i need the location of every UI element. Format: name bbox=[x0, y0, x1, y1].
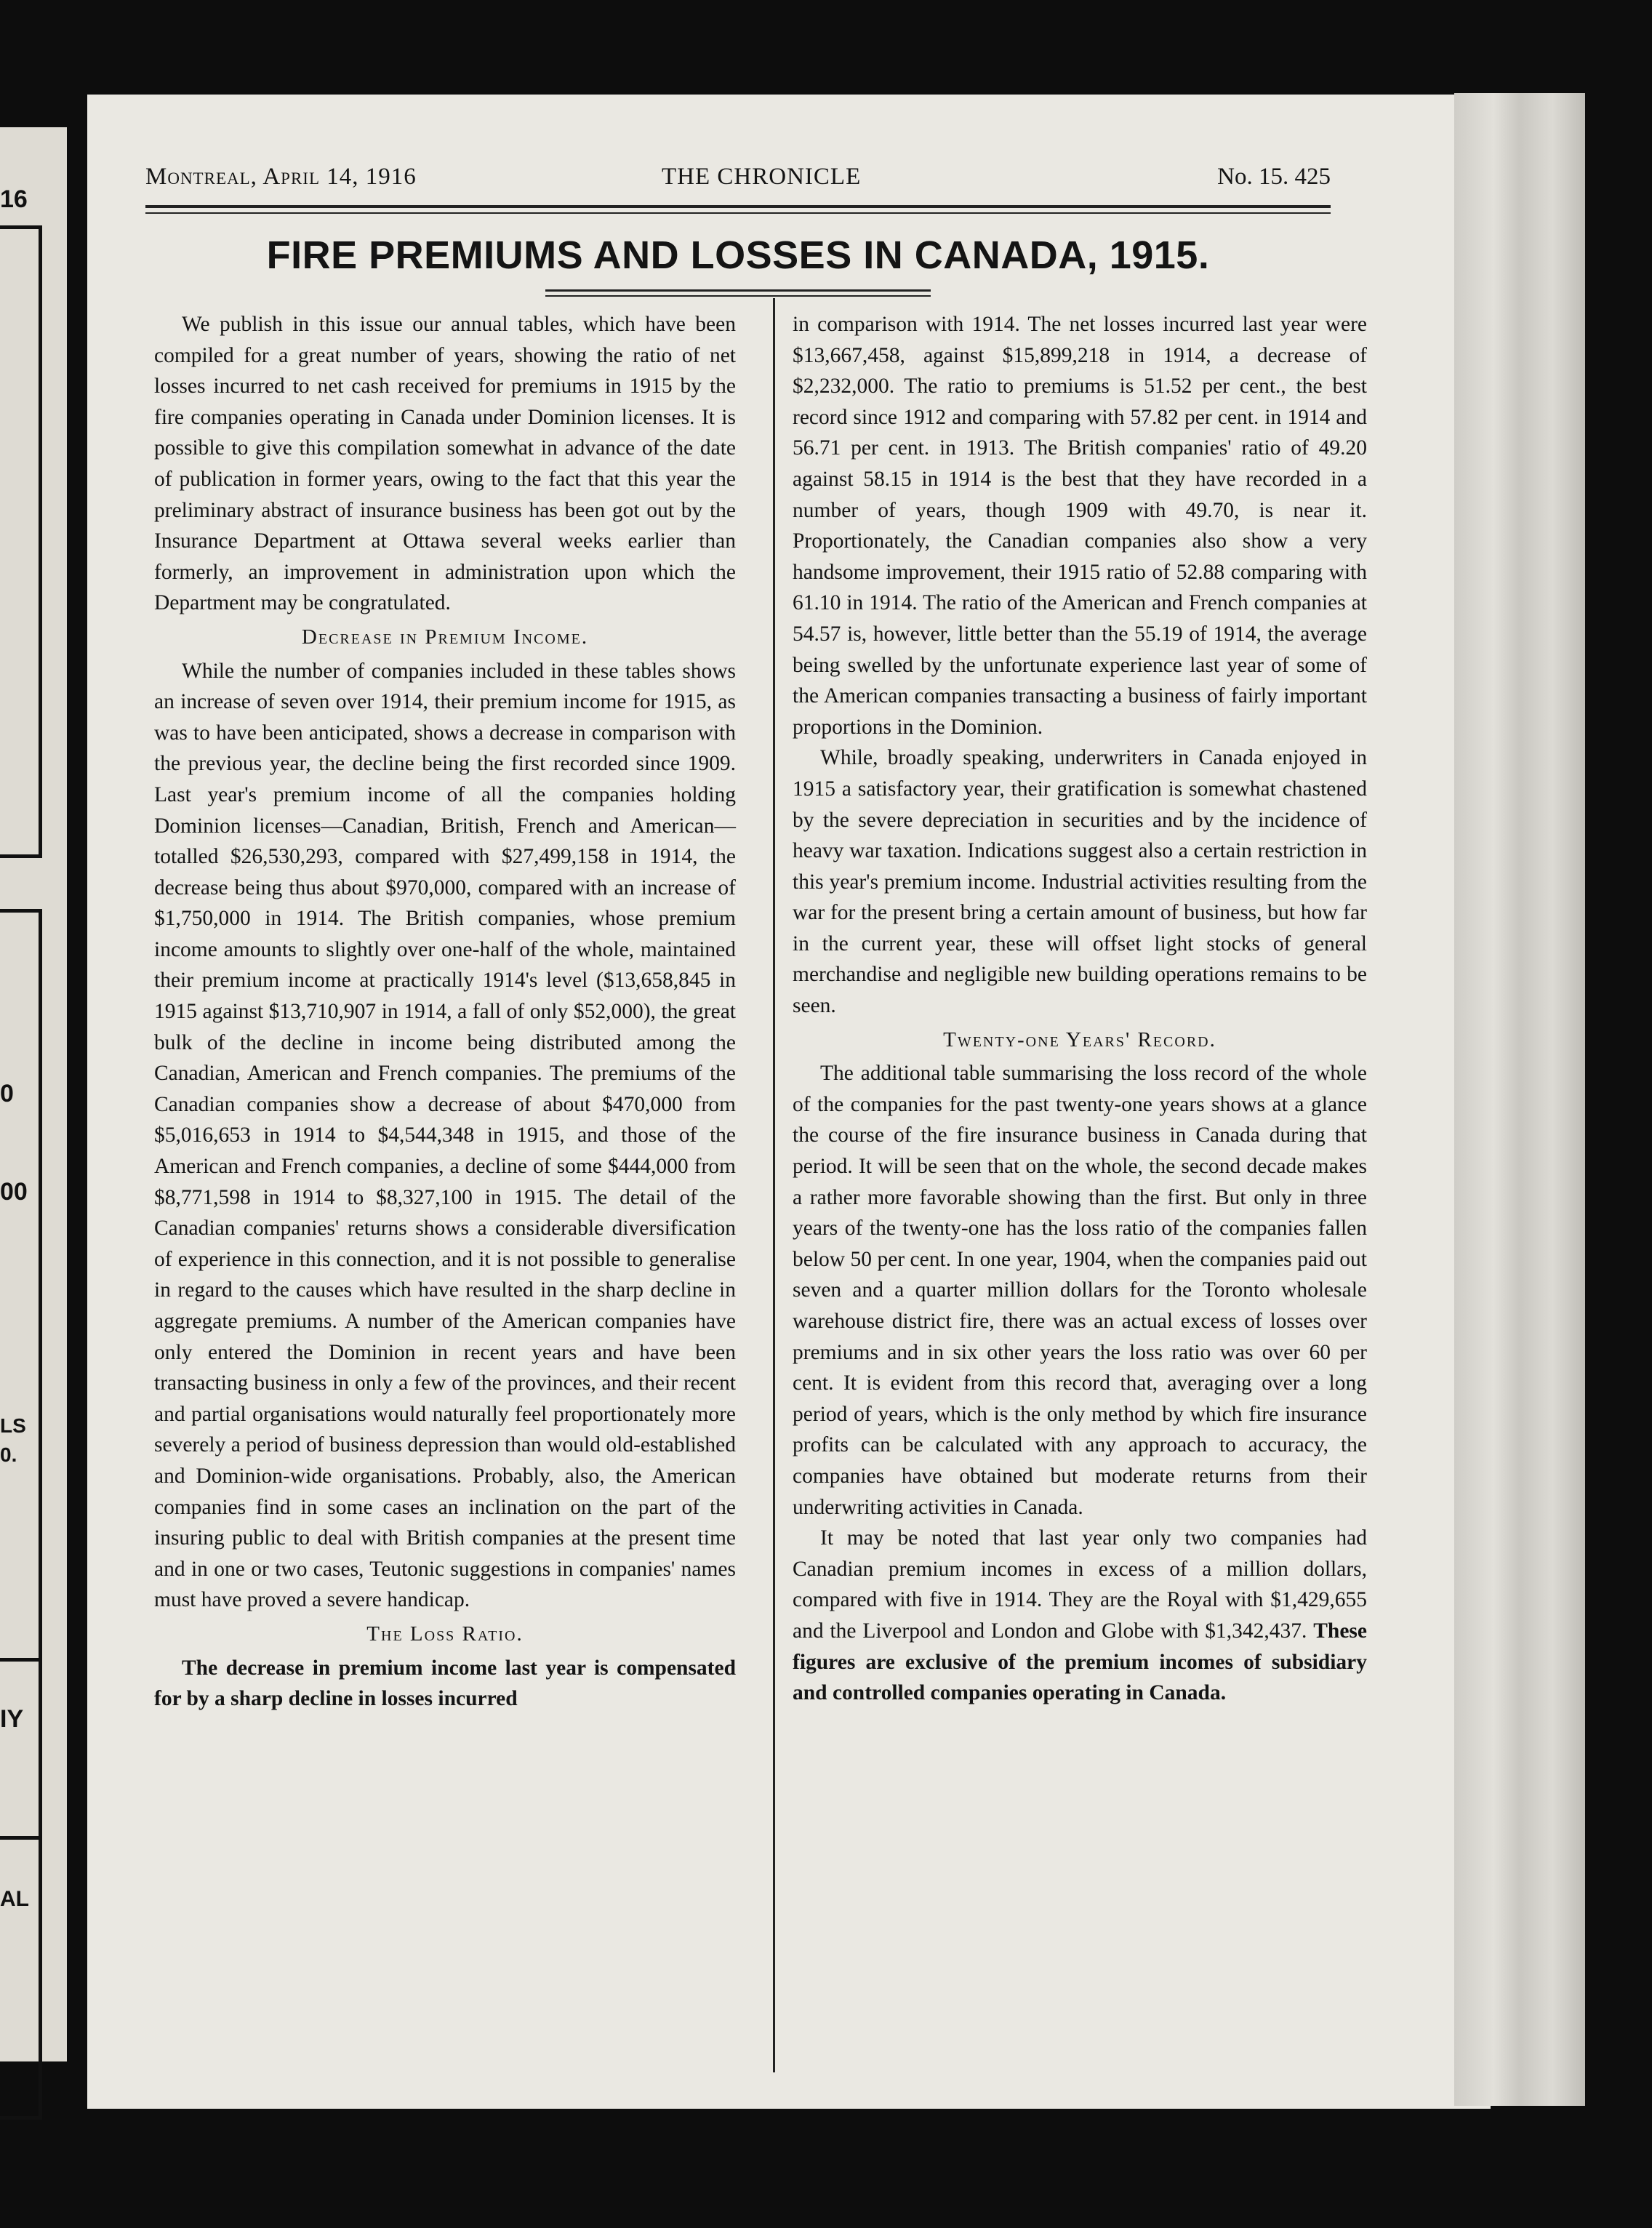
loss-ratio-lead-paragraph: The decrease in premium income last year is compensated for by a sharp decline in losses incurred bbox=[154, 1656, 736, 1711]
running-head-date: Montreal, April 14, 1916 bbox=[145, 164, 417, 190]
page-edge-stack bbox=[1454, 93, 1585, 2106]
premium-income-paragraph: While the number of companies included in these tables shows an increase of seven over 1914, their premium income for 1915, as was to have been anticipated, shows a decrease in comparison with the previous year, the decline being the first recorded since 1909. Last year's premium income of all the companies holding Dominion licenses—Canadian, British, French and American—totalled $26,530,293, compared with $27,499,158 in 1914, the decrease being thus about $970,000, compared with an increase of $1,750,000 in 1914. The British companies, whose premium income amounts to slightly over one-half of the whole, maintained their premium income at practically 1914's level ($13,658,845 in 1915 against $13,710,907 in 1914, a fall of only $52,000), the great bulk of the decline in income being distributed among the Canadian, American and French companies. The premiums of the Canadian companies show a decrease of about $470,000 from $5,016,653 in 1914 to $4,544,348 in 1915, and those of the American and French companies, a decline of some $444,000 from $8,771,598 in 1914 to $8,327,100 in 1915. The detail of the Canadian companies' returns shows a considerable diversification of experience in this connection, and it is not possible to generalise in regard to the causes which have resulted in the sharp decline in aggregate premiums. A number of the American companies have only entered the Dominion in recent years and have been transacting business in only a few of the provinces, and their recent and partial organisations would naturally feel proportionately more severely a period of business depression than would old-established and Dominion-wide organisations. Probably, also, the American companies find in some cases an inclination on the part of the insuring public to deal with British companies at the present time and in one or two cases, Teutonic suggestions in companies' names must have proved a severe handicap. bbox=[154, 659, 736, 1612]
header-rule bbox=[145, 205, 1331, 208]
final-paragraph-bold-text: These figures are exclusive of the premium incomes of subsidiary and controlled companies operating in Canada. bbox=[793, 1619, 1367, 1705]
article-headline: FIRE PREMIUMS AND LOSSES IN CANADA, 1915. bbox=[266, 233, 1210, 277]
final-paragraph-regular-text: It may be noted that last year only two companies had Canadian premium incomes in excess of a million dollars, compared with five in 1914. They are the Royal with $1,429,655 and the Liverpool and London and Globe with $1,342,437. bbox=[793, 1526, 1367, 1643]
final-paragraph bbox=[793, 1523, 1367, 1709]
column-divider bbox=[773, 298, 775, 2072]
adjacent-page-fragment: 0. bbox=[0, 1443, 17, 1466]
loss-ratio-continued-paragraph: in comparison with 1914. The net losses incurred last year were $13,667,458, against $15,899,218 in 1914, a decrease of $2,232,000. The ratio to premiums is 51.52 per cent., the best record since 1912 and comparing with 57.82 per cent. in 1914 and 56.71 per cent. in 1913. The British companies' ratio of 49.20 against 58.15 in 1914 is the best that they have recorded in a number of years, though 1909 with 49.70, is near it. Proportionately, the Canadian companies also show a very handsome improvement, their 1915 ratio of 52.88 comparing with 61.10 in 1914. The ratio of the American and French companies at 54.57 is, however, little better than the 55.19 of 1914, the average being swelled by the unfortunate experience last year of some of the American companies transacting a business of fairly important proportions in the Dominion. bbox=[793, 313, 1367, 739]
header-rule-thin bbox=[145, 212, 1331, 214]
running-head-title: THE CHRONICLE bbox=[662, 164, 862, 190]
adjacent-page-fragment: AL bbox=[0, 1887, 29, 1911]
headline-rule-thin bbox=[545, 295, 931, 297]
adjacent-page-fragment: 00 bbox=[0, 1178, 28, 1206]
adjacent-page-strip bbox=[0, 127, 67, 2061]
running-head bbox=[145, 164, 1331, 200]
adjacent-page-fragment: IY bbox=[0, 1705, 24, 1733]
adjacent-page-fragment: LS bbox=[0, 1414, 26, 1437]
adjacent-page-fragment: 0 bbox=[0, 1080, 14, 1107]
headline-rule bbox=[545, 289, 931, 292]
column-left bbox=[154, 309, 736, 1715]
intro-paragraph: We publish in this issue our annual tables, which have been compiled for a great number of years, showing the ratio of net losses incurred to net cash received for premiums in 1915 by the fire companies operating in Canada under Dominion licenses. It is possible to give this compilation somewhat in advance of the date of publication in former years, owing to the fact that this year the preliminary abstract of insurance business has been got out by the Insurance Department at Ottawa several weeks earlier than formerly, an improvement in administration upon which the Department may be congratulated. bbox=[154, 313, 736, 615]
section-heading-twenty-one-years: Twenty-one Years' Record. bbox=[943, 1027, 1216, 1051]
underwriters-paragraph: While, broadly speaking, underwriters in Canada enjoyed in 1915 a satisfactory year, their gratification is somewhat chastened by the severe depreciation in securities and by the incidence of heavy war taxation. Indications suggest also a certain restriction in this year's premium income. Industrial activities resulting from the war for the present bring a certain amount of business, but how far in the current year, these will offset light stocks of general merchandise and negligible new building operations remains to be seen. bbox=[793, 746, 1367, 1018]
twenty-one-years-paragraph: The additional table summarising the loss record of the whole of the companies for the past twenty-one years shows at a glance the course of the fire insurance business in Canada during that period. It will be seen that on the whole, the second decade makes a rather more favorable showing than the first. But only in three years of the twenty-one has the loss ratio of the companies fallen below 50 per cent. In one year, 1904, when the companies paid out seven and a quarter million dollars for the Toronto wholesale warehouse district fire, there was an actual excess of losses over premiums and in six other years the loss ratio was over 60 per cent. It is evident from this record that, averaging over a long period of years, which is the only method by which fire insurance profits can be calculated with any approach to accuracy, the companies have obtained but moderate returns from their underwriting activities in Canada. bbox=[793, 1062, 1367, 1519]
section-heading-premium-income: Decrease in Premium Income. bbox=[301, 625, 589, 649]
running-head-page-number: No. 15. 425 bbox=[1217, 164, 1331, 190]
adjacent-page-box bbox=[0, 225, 42, 858]
adjacent-page-number: 16 bbox=[0, 185, 28, 213]
section-heading-loss-ratio: The Loss Ratio. bbox=[366, 1622, 524, 1646]
column-right bbox=[793, 309, 1367, 1709]
